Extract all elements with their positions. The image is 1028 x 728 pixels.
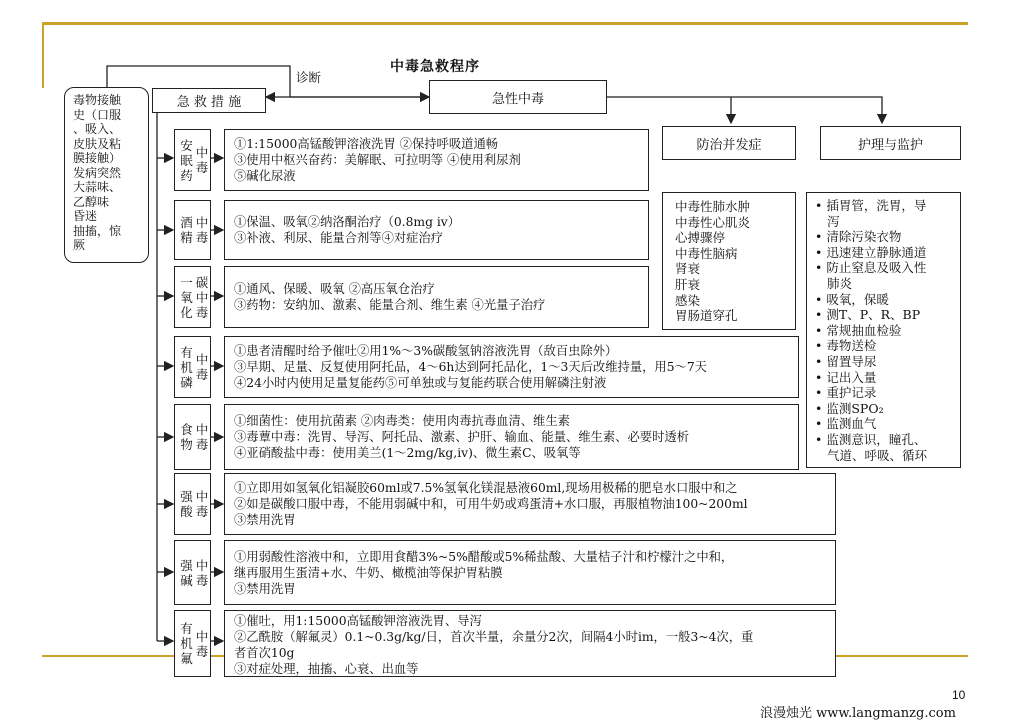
category-char: 中: [195, 489, 209, 504]
treatment-line: ③补液、利尿、能量合剂等④对症治疗: [234, 231, 444, 245]
treatment-line: ③毒蕈中毒：洗胃、导泻、阿托品、激素、护肝、输血、能量、维生素、必要时透析: [234, 430, 689, 444]
treatment-line: ①催吐，用1:15000高锰酸钾溶液洗胃、导泻: [234, 614, 482, 628]
category-char: 眠: [180, 152, 193, 168]
category-char: 中: [195, 557, 209, 573]
treatment-line: 者首次10g: [234, 646, 295, 660]
nursing-item: • 监测血气: [815, 416, 960, 432]
treatment-line: ①保温、吸氧②纳洛酮治疗（0.8mg iv）: [234, 215, 461, 229]
category-char: 毒: [195, 230, 209, 245]
treatment-box: [224, 129, 649, 191]
nursing-item-cont: 泻: [827, 213, 840, 229]
complication-item: 中毒性脑病: [675, 245, 738, 261]
nursing-item: • 记出入量: [815, 370, 960, 386]
category-char: 中: [195, 289, 209, 305]
treatment-line: ②如是碳酸口服中毒，不能用弱碱中和，可用牛奶或鸡蛋清+水口服，再服植物油100~200ml: [234, 497, 748, 511]
category-char: 中: [195, 215, 209, 230]
treatment-box: [224, 404, 799, 470]
treatment-line: ③禁用洗胃: [234, 582, 296, 596]
nursing-item: • 毒物送检: [815, 338, 960, 354]
nursing-item: • 防止窒息及吸入性: [815, 260, 960, 276]
nursing-item: • 监测意识，瞳孔、: [815, 432, 960, 448]
treatment-line: ①患者清醒时给予催吐②用1%～3%碳酸氢钠溶液洗胃（敌百虫除外）: [234, 344, 618, 358]
treatment-line: ①1:15000高锰酸钾溶液洗胃 ②保持呼吸道通畅: [234, 137, 499, 151]
category-char: 毒: [195, 572, 209, 588]
complication-item: 肾衰: [675, 261, 701, 277]
category-char: 有: [180, 621, 193, 636]
category-char: 氧: [180, 289, 193, 305]
treatment-line: ⑤碱化尿液: [234, 169, 296, 183]
exposure-line: 乙醇味: [73, 194, 110, 209]
treatment-line: ①用弱酸性溶液中和，立即用食醋3%~5%醋酸或5%稀盐酸、大量桔子汁和柠檬汁之中和，: [234, 550, 734, 564]
nursing-item-cont: 肺炎: [827, 275, 853, 291]
category-char: 中: [195, 145, 209, 160]
category-char: 毒: [195, 504, 209, 519]
category-char: 毒: [195, 304, 209, 320]
complication-item: 中毒性心肌炎: [675, 214, 751, 230]
nursing-item: • 留置导尿: [815, 354, 960, 370]
nursing-item: • 重护记录: [815, 385, 960, 401]
treatment-line: ③禁用洗胃: [234, 513, 296, 527]
complication-item: 心搏骤停: [675, 230, 726, 246]
poison-category-box: [174, 200, 211, 260]
nursing-item: • 吸氧，保暖: [815, 292, 960, 308]
treatment-box: [224, 473, 836, 535]
left-gold-rule: [42, 22, 44, 88]
category-char: 中: [195, 628, 209, 644]
exposure-line: 大蒜味、: [73, 180, 122, 194]
complication-item: 肝衰: [675, 276, 701, 292]
exposure-line: 史（口服: [73, 107, 122, 122]
diagnosis-label: 诊断: [296, 70, 322, 85]
nursing-box: [820, 126, 961, 160]
complication-item: 胃肠道穿孔: [675, 308, 738, 324]
slide-title: 中毒急救程序: [390, 59, 480, 75]
treatment-line: ③早期、足量、反复使用阿托品，4～6h达到阿托品化，1～3天后改维持量，用5～7天: [234, 360, 707, 374]
prevention-box: [662, 126, 796, 160]
treatment-box: [224, 610, 836, 677]
category-char: 食: [180, 422, 193, 437]
category-char: 药: [180, 167, 193, 183]
category-char: 毒: [195, 437, 209, 452]
treatment-line: ①通风、保暖、吸氧 ②高压氧仓治疗: [234, 282, 435, 296]
category-char: 酒: [180, 215, 193, 230]
exposure-line: 皮肤及粘: [73, 136, 122, 151]
exposure-history-box: [64, 87, 149, 263]
poison-category-box: [174, 473, 211, 535]
rescue-measures-box: [152, 88, 266, 113]
nursing-item-cont: 气道、呼吸、循环: [827, 447, 928, 463]
treatment-line: ①立即用如氢氧化铝凝胶60ml或7.5%氢氧化镁混悬液60ml,现场用极稀的肥皂水口服中和之: [234, 481, 738, 495]
category-char: 毒: [195, 160, 209, 175]
treatment-line: ①细菌性：使用抗菌素 ②肉毒类：使用肉毒抗毒血清、维生素: [234, 414, 570, 428]
complication-item: 感染: [675, 292, 701, 308]
treatment-line: ③使用中枢兴奋药：美解眠、可拉明等 ④使用利尿剂: [234, 153, 521, 167]
category-char: 物: [180, 437, 193, 452]
poison-category-box: [174, 336, 211, 398]
treatment-box: [224, 540, 836, 605]
exposure-line: 膜接触）: [73, 151, 122, 165]
poison-category-box: [174, 610, 211, 677]
category-char: 机: [180, 359, 193, 375]
category-char: 毒: [195, 367, 209, 382]
treatment-line: 继再服用生蛋清+水、牛奶、橄榄油等保护胃粘膜: [234, 566, 503, 580]
exposure-line: 毒物接触: [73, 93, 122, 107]
category-char: 中: [195, 422, 209, 437]
treatment-line: ④亚硝酸盐中毒：使用美兰(1～2mg/kg,iv)、微生素C、吸氧等: [234, 446, 581, 460]
category-char: 有: [180, 344, 193, 360]
footer-credit: 浪漫烛光 www.langmanzg.com: [760, 706, 956, 721]
page-number: 10: [952, 688, 966, 702]
exposure-line: 、吸入、: [73, 122, 122, 136]
acute-poisoning-box: [429, 80, 607, 114]
category-char: 中: [195, 352, 209, 367]
treatment-box: [224, 336, 799, 398]
category-char: 磷: [180, 374, 193, 390]
category-char: 氟: [180, 651, 193, 666]
poison-category-box: [174, 404, 211, 470]
treatment-box: [224, 200, 649, 260]
treatment-box: [224, 266, 649, 328]
category-char: 精: [180, 230, 193, 245]
nursing-item: • 插胃管，洗胃，导: [815, 198, 960, 214]
nursing-item: • 迅速建立静脉通道: [815, 245, 960, 261]
rescue-measures-label: 急 救 措 施: [176, 95, 242, 110]
category-char: 强: [180, 489, 193, 504]
nursing-item: • 测T、P、R、BP: [815, 307, 960, 323]
exposure-line: 抽搐，惊: [73, 223, 122, 238]
nursing-item: • 监测SPO₂: [815, 401, 960, 417]
nursing-item: • 常规抽血检验: [815, 323, 960, 339]
top-gold-rule: [42, 22, 968, 25]
category-char: 毒: [195, 643, 209, 659]
category-char: 一: [180, 274, 193, 290]
exposure-line: 发病突然: [73, 165, 122, 180]
category-char: 强: [180, 557, 193, 573]
nursing-item: • 清除污染衣物: [815, 229, 960, 245]
treatment-line: ③药物：安纳加、激素、能量合剂、维生素 ④光量子治疗: [234, 298, 546, 312]
category-char: 碱: [180, 572, 193, 588]
category-char: 机: [180, 636, 193, 651]
prevention-label: 防治并发症: [696, 137, 762, 153]
treatment-line: ③对症处理，抽搐、心衰、出血等: [234, 662, 419, 676]
poison-category-box: [174, 129, 211, 191]
nursing-list: [806, 192, 961, 468]
treatment-line: ②乙酰胺（解氟灵）0.1~0.3g/kg/日，首次半量，余量分2次，间隔4小时im，一般3~4次，重: [234, 630, 754, 644]
category-char: 碳: [195, 274, 209, 290]
category-char: 酸: [180, 504, 193, 519]
exposure-line: 厥: [73, 238, 86, 252]
exposure-line: 昏迷: [73, 209, 98, 223]
poison-category-box: [174, 266, 211, 328]
nursing-label: 护理与监护: [857, 137, 923, 153]
complications-list: [662, 192, 796, 330]
poison-category-box: [174, 540, 211, 605]
category-char: 安: [180, 137, 193, 153]
category-char: 化: [180, 304, 193, 320]
acute-poisoning-label: 急性中毒: [491, 91, 544, 107]
complication-item: 中毒性肺水肿: [675, 199, 751, 214]
treatment-line: ④24小时内使用足量复能药⑤可单独或与复能药联合使用解磷注射液: [234, 376, 607, 390]
